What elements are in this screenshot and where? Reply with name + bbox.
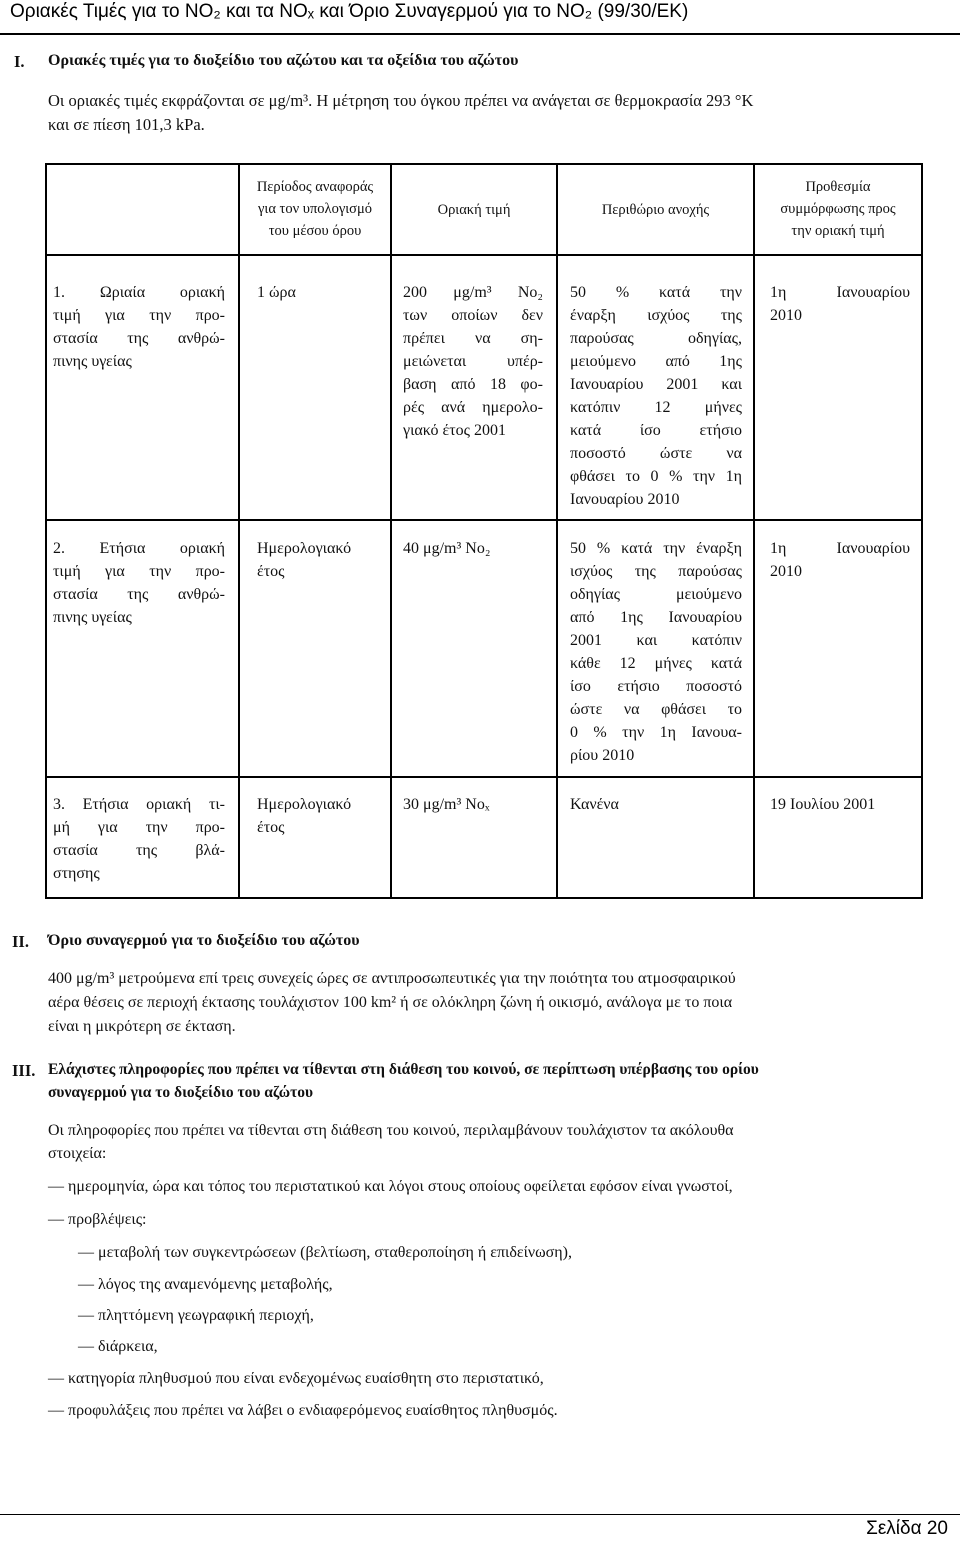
row-1-limit xyxy=(403,281,543,442)
row-3-description xyxy=(53,793,225,885)
limit-values-table xyxy=(45,163,923,900)
cell-line: 2. Ετήσια οριακή xyxy=(53,540,225,557)
section-2-text-line-1: 400 μg/m³ μετρούμενα επί τρεις συνεχείς ώρες σε αντιπροσωπευτικές για την ποιότητα του ατμοσφαιρικού xyxy=(48,970,736,987)
header-tolerance: Περιθώριο ανοχής xyxy=(601,202,710,218)
cell-line: τιμή για την προ- xyxy=(53,307,225,324)
cell-line: 40 μg/m³ No₂ xyxy=(403,540,491,557)
cell-line: κατά ίσο ετήσιο xyxy=(570,422,742,439)
cell-line: βαση από 18 φο- xyxy=(403,376,543,393)
cell-line: ποσοστό ώστε να xyxy=(570,445,742,462)
cell-line: 50 % κατά την xyxy=(570,284,742,301)
info-item: — προβλέψεις: xyxy=(48,1211,147,1228)
row-2-description xyxy=(53,537,225,629)
cell-line: ώστε να φθάσει το xyxy=(570,701,742,718)
cell-line: ίσο ετήσιο ποσοστό xyxy=(570,678,742,695)
cell-line: πινης υγείας xyxy=(53,609,132,626)
cell-line: Ιανουαρίου 2001 και xyxy=(570,376,742,393)
header-line: την οριακή τιμή xyxy=(791,223,885,239)
cell-line: έτος xyxy=(257,563,285,580)
cell-line: Κανένα xyxy=(570,796,619,813)
cell-line: 2010 xyxy=(770,563,802,580)
section-1-number: I. xyxy=(14,52,25,71)
header-title: Οριακές Τιμές για το NO₂ και τα NOₓ και Όριο Συναγερμού για το NO₂ (99/30/ΕΚ) xyxy=(10,1,689,22)
section-3-intro-line-1: Οι πληροφορίες που πρέπει να τίθενται στη διάθεση του κοινού, περιλαμβάνουν τουλάχιστον τα ακόλουθα xyxy=(48,1122,734,1139)
cell-line: 2001 και κατόπιν xyxy=(570,632,742,649)
cell-line: κάθε 12 μήνες κατά xyxy=(570,655,742,672)
cell-line: 2010 xyxy=(770,307,802,324)
header-period xyxy=(241,176,389,242)
section-2-text-line-2: αέρα θέσεις σε περιοχή έκτασης τουλάχιστον 100 km² ή σε ολόκληρη ζώνη ή οικισμό, ανάλογα με το ποια xyxy=(48,994,733,1011)
table-top-rule xyxy=(45,163,923,165)
row-1-description xyxy=(53,281,225,373)
header-line: Προθεσμία xyxy=(805,179,871,195)
footer-rule xyxy=(0,1514,960,1515)
row-1-tolerance xyxy=(570,281,742,511)
cell-line: Ημερολογιακό xyxy=(257,540,352,557)
cell-line: των οποίων δεν xyxy=(403,307,543,324)
section-2-number: II. xyxy=(12,932,29,951)
info-item: — ημερομηνία, ώρα και τόπος του περιστατικού και λόγοι στους οποίους οφείλεται εφόσον είναι γνωστοί, xyxy=(48,1178,733,1195)
section-2-title: Όριο συναγερμού για το διοξείδιο του αζώτου xyxy=(48,932,360,949)
table-col-rule xyxy=(753,163,755,899)
cell-line: παρούσας οδηγίας, xyxy=(570,330,742,347)
table-row-rule xyxy=(45,776,923,778)
section-1-title: Οριακές τιμές για το διοξείδιο του αζώτου και τα οξείδια του αζώτου xyxy=(48,52,519,69)
cell-line: φθάσει το 0 % την 1η xyxy=(570,468,742,485)
cell-line: 200 μg/m³ No₂ xyxy=(403,284,543,301)
header-line: του μέσου όρου xyxy=(268,223,362,239)
info-subitem: — λόγος της αναμενόμενης μεταβολής, xyxy=(78,1276,333,1293)
cell-line: 0 % την 1η Ιανουα- xyxy=(570,724,742,741)
cell-line: 1. Ωριαία οριακή xyxy=(53,284,225,301)
info-item: — κατηγορία πληθυσμού που είναι ενδεχομένως ευαίσθητη στο περιστατικό, xyxy=(48,1370,544,1387)
cell-line: κατόπιν 12 μήνες xyxy=(570,399,742,416)
table-header-rule xyxy=(45,254,923,256)
info-subitem: — μεταβολή των συγκεντρώσεων (βελτίωση, σταθεροποίηση ή επιδείνωση), xyxy=(78,1244,572,1261)
table-col-rule xyxy=(390,163,392,899)
cell-line: ρές ανά ημερολο- xyxy=(403,399,543,416)
header-line: συμμόρφωσης προς xyxy=(780,201,896,217)
cell-line: 3. Ετήσια οριακή τι- xyxy=(53,796,225,813)
header-line: για τον υπολογισμό xyxy=(258,201,372,217)
cell-line: από 1ης Ιανουαρίου xyxy=(570,609,742,626)
row-1-period xyxy=(257,281,382,304)
cell-line: 50 % κατά την έναρξη xyxy=(570,540,742,557)
cell-line: 1 ώρα xyxy=(257,284,296,301)
cell-line: στασία της βλά- xyxy=(53,842,225,859)
info-item: — προφυλάξεις που πρέπει να λάβει ο ενδιαφερόμενος ευαίσθητος πληθυσμός. xyxy=(48,1402,558,1419)
row-1-deadline xyxy=(770,281,910,327)
cell-line: πινης υγείας xyxy=(53,353,132,370)
section-2-text-line-3: είναι η μικρότερη σε έκταση. xyxy=(48,1018,236,1035)
cell-line: γιακό έτος 2001 xyxy=(403,422,506,439)
row-2-limit xyxy=(403,537,543,560)
row-3-tolerance xyxy=(570,793,742,816)
cell-line: έτος xyxy=(257,819,285,836)
cell-line: 30 μg/m³ Noₓ xyxy=(403,796,490,813)
cell-line: ρίου 2010 xyxy=(570,747,635,764)
cell-line: Ιανουαρίου 2010 xyxy=(570,491,680,508)
row-2-period xyxy=(257,537,382,583)
row-2-tolerance xyxy=(570,537,742,767)
cell-line: μειώνεται υπέρ- xyxy=(403,353,543,370)
page-number: Σελίδα 20 xyxy=(866,1518,948,1539)
section-3-title-line-1: Ελάχιστες πληροφορίες που πρέπει να τίθενται στη διάθεση του κοινού, σε περίπτωση υπέρβασης του ορίου xyxy=(48,1061,759,1078)
info-subitem: — διάρκεια, xyxy=(78,1338,158,1355)
section-1-intro-line-1: Οι οριακές τιμές εκφράζονται σε μg/m³. Η μέτρηση του όγκου πρέπει να ανάγεται σε θερμοκρασία 293 °K xyxy=(48,91,754,110)
cell-line: στασία της ανθρώ- xyxy=(53,330,225,347)
cell-line: στασία της ανθρώ- xyxy=(53,586,225,603)
cell-line: πρέπει να ση- xyxy=(403,330,543,347)
cell-line: ισχύος της παρούσας xyxy=(570,563,742,580)
table-col-rule xyxy=(556,163,558,899)
header-limit: Οριακή τιμή xyxy=(437,202,511,218)
section-3-number: III. xyxy=(12,1061,36,1080)
cell-line: 19 Ιουλίου 2001 xyxy=(770,796,876,813)
row-3-limit xyxy=(403,793,543,816)
section-3-title-line-2: συναγερμού για το διοξείδιο του αζώτου xyxy=(48,1084,314,1101)
cell-line: 1η Ιανουαρίου xyxy=(770,284,910,301)
row-3-deadline xyxy=(770,793,915,816)
table-bottom-rule xyxy=(45,897,923,899)
table-col-rule xyxy=(238,163,240,899)
cell-line: μειούμενο από 1ης xyxy=(570,353,742,370)
cell-line: 1η Ιανουαρίου xyxy=(770,540,910,557)
cell-line: έναρξη ισχύος της xyxy=(570,307,742,324)
table-left-rule xyxy=(45,163,47,899)
header-line: Περίοδος αναφοράς xyxy=(256,179,374,195)
section-1-intro-line-2: και σε πίεση 101,3 kPa. xyxy=(48,115,205,134)
row-3-period xyxy=(257,793,382,839)
section-3-intro-line-2: στοιχεία: xyxy=(48,1145,107,1162)
header-deadline xyxy=(755,176,921,242)
cell-line: μή για την προ- xyxy=(53,819,225,836)
row-2-deadline xyxy=(770,537,910,583)
cell-line: στησης xyxy=(53,865,100,882)
info-subitem: — πληττόμενη γεωγραφική περιοχή, xyxy=(78,1307,314,1324)
table-right-rule xyxy=(921,163,923,899)
cell-line: οδηγίας μειούμενο xyxy=(570,586,742,603)
cell-line: τιμή για την προ- xyxy=(53,563,225,580)
table-row-rule xyxy=(45,519,923,521)
cell-line: Ημερολογιακό xyxy=(257,796,352,813)
